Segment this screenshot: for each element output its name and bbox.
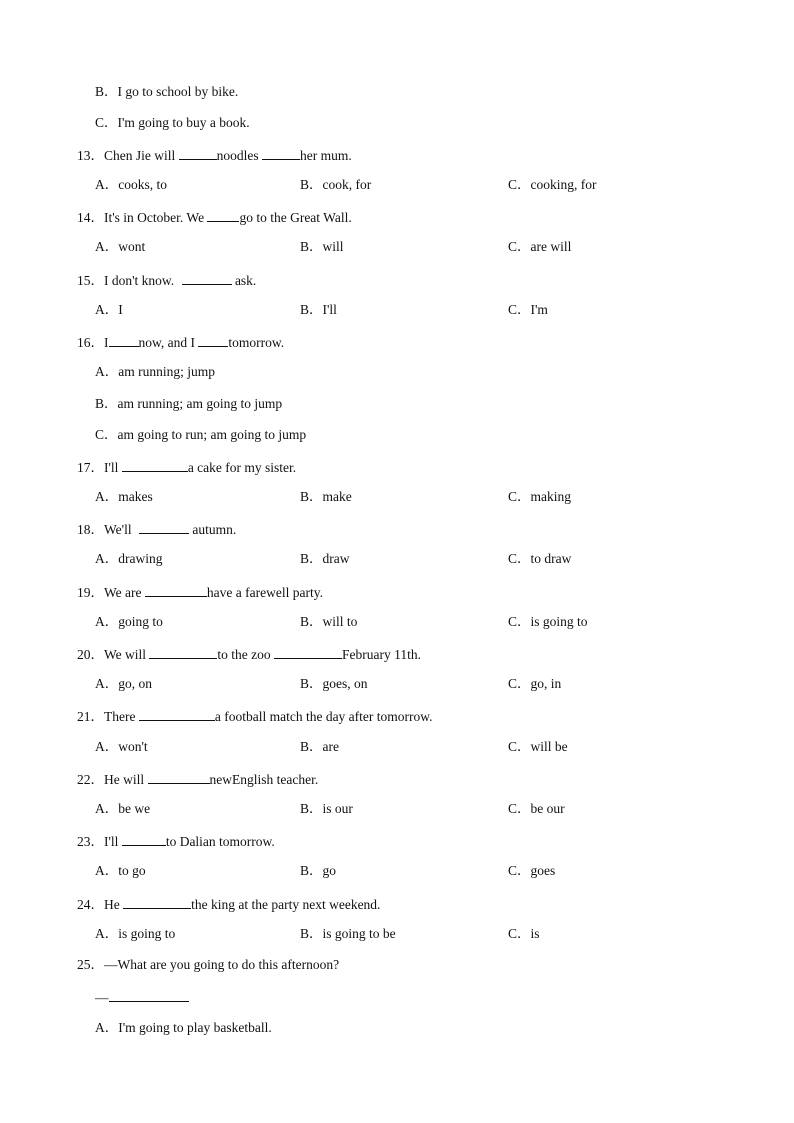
question-number: 17． — [77, 460, 104, 475]
question-text: There — [104, 709, 139, 724]
q13-option-c: C．cooking, for — [508, 177, 597, 192]
q19-option-a: A．going to — [95, 614, 163, 629]
question-text: —What are you going to do this afternoon? — [104, 957, 340, 972]
answer-blank — [262, 146, 300, 160]
answer-blank — [148, 770, 210, 784]
q15-option-c: C．I'm — [508, 302, 548, 317]
question-25 — [77, 957, 339, 973]
question-text: February 11th. — [342, 647, 422, 662]
question-text: I don't know. — [104, 273, 178, 288]
q12-option-c: C．I'm going to buy a book. — [95, 115, 250, 130]
q15-option-a: A．I — [95, 302, 123, 317]
question-text: autumn. — [188, 522, 237, 537]
q14-option-b: B．will — [300, 239, 344, 254]
answer-blank — [179, 146, 217, 160]
question-21 — [77, 707, 433, 725]
q16-option-c: C．am going to run; am going to jump — [95, 427, 307, 442]
question-text: I'll — [104, 460, 122, 475]
q18-option-b: B．draw — [300, 551, 350, 566]
question-text: newEnglish teacher. — [209, 772, 319, 787]
q17-option-b: B．make — [300, 489, 352, 504]
q20-option-c: C．go, in — [508, 676, 562, 691]
question-number: 14． — [77, 210, 104, 225]
question-text: He will — [104, 772, 148, 787]
question-text: ask. — [231, 273, 257, 288]
answer-blank — [145, 583, 207, 597]
q17-option-c: C．making — [508, 489, 571, 504]
q22-option-a: A．be we — [95, 801, 151, 816]
question-text: We will — [104, 647, 150, 662]
q13-option-b: B．cook, for — [300, 177, 372, 192]
question-number: 15． — [77, 273, 104, 288]
q23-option-a: A．to go — [95, 863, 146, 878]
question-text: We'll — [104, 522, 135, 537]
q24-option-c: C．is — [508, 926, 540, 941]
q20-option-a: A．go, on — [95, 676, 152, 691]
q18-option-c: C．to draw — [508, 551, 572, 566]
question-text: tomorrow. — [228, 335, 285, 350]
answer-blank — [274, 645, 342, 659]
question-23 — [77, 832, 275, 850]
question-number: 24． — [77, 897, 104, 912]
question-text: noodles — [216, 148, 262, 163]
question-text: I'll — [104, 834, 122, 849]
question-16 — [77, 333, 284, 351]
question-24 — [77, 895, 380, 913]
q22-option-c: C．be our — [508, 801, 565, 816]
question-text: We are — [104, 585, 145, 600]
q14-option-a: A．wont — [95, 239, 146, 254]
answer-blank — [109, 988, 189, 1002]
dialogue-dash: — — [95, 990, 109, 1005]
question-14 — [77, 208, 352, 226]
question-text: her mum. — [300, 148, 352, 163]
question-text: a football match the day after tomorrow. — [214, 709, 433, 724]
answer-blank — [149, 645, 217, 659]
q24-option-b: B．is going to be — [300, 926, 396, 941]
question-number: 20． — [77, 647, 104, 662]
q17-option-a: A．makes — [95, 489, 153, 504]
question-13 — [77, 146, 352, 164]
q23-option-b: B．go — [300, 863, 337, 878]
q14-option-c: C．are will — [508, 239, 572, 254]
question-number: 19． — [77, 585, 104, 600]
answer-blank — [123, 895, 191, 909]
question-number: 16． — [77, 335, 104, 350]
q21-option-b: B．are — [300, 739, 339, 754]
question-text: I — [104, 335, 109, 350]
answer-blank — [182, 271, 232, 285]
question-19 — [77, 583, 323, 601]
q16-option-a: A．am running; jump — [95, 364, 215, 379]
q15-option-b: B．I'll — [300, 302, 337, 317]
q21-option-c: C．will be — [508, 739, 568, 754]
question-text: to the zoo — [217, 647, 275, 662]
q19-option-b: B．will to — [300, 614, 358, 629]
q16-option-b: B．am running; am going to jump — [95, 396, 283, 411]
answer-blank — [109, 333, 139, 347]
question-number: 13． — [77, 148, 104, 163]
question-text: the king at the party next weekend. — [191, 897, 381, 912]
q20-option-b: B．goes, on — [300, 676, 368, 691]
answer-blank — [139, 520, 189, 534]
answer-blank — [207, 208, 239, 222]
question-text: a cake for my sister. — [187, 460, 297, 475]
question-17 — [77, 458, 296, 476]
q23-option-c: C．goes — [508, 863, 556, 878]
question-number: 25． — [77, 957, 104, 972]
question-18 — [77, 520, 236, 538]
question-text: now, and I — [138, 335, 199, 350]
question-text: to Dalian tomorrow. — [165, 834, 275, 849]
question-text: It's in October. We — [104, 210, 208, 225]
q21-option-a: A．won't — [95, 739, 148, 754]
question-text: He — [104, 897, 124, 912]
q18-option-a: A．drawing — [95, 551, 163, 566]
answer-blank — [122, 458, 188, 472]
q22-option-b: B．is our — [300, 801, 353, 816]
answer-blank — [122, 832, 166, 846]
question-number: 18． — [77, 522, 104, 537]
q25-answer-line — [95, 988, 189, 1006]
q24-option-a: A．is going to — [95, 926, 176, 941]
question-text: have a farewell party. — [206, 585, 323, 600]
answer-blank — [139, 707, 215, 721]
question-number: 21． — [77, 709, 104, 724]
question-15 — [77, 271, 256, 289]
q12-option-b: B．I go to school by bike. — [95, 84, 239, 99]
question-text: go to the Great Wall. — [239, 210, 352, 225]
answer-blank — [198, 333, 228, 347]
question-20 — [77, 645, 421, 663]
q19-option-c: C．is going to — [508, 614, 588, 629]
question-number: 23． — [77, 834, 104, 849]
question-22 — [77, 770, 318, 788]
q25-option-a: A．I'm going to play basketball. — [95, 1020, 272, 1035]
q13-option-a: A．cooks, to — [95, 177, 167, 192]
question-number: 22． — [77, 772, 104, 787]
question-text: Chen Jie will — [104, 148, 179, 163]
